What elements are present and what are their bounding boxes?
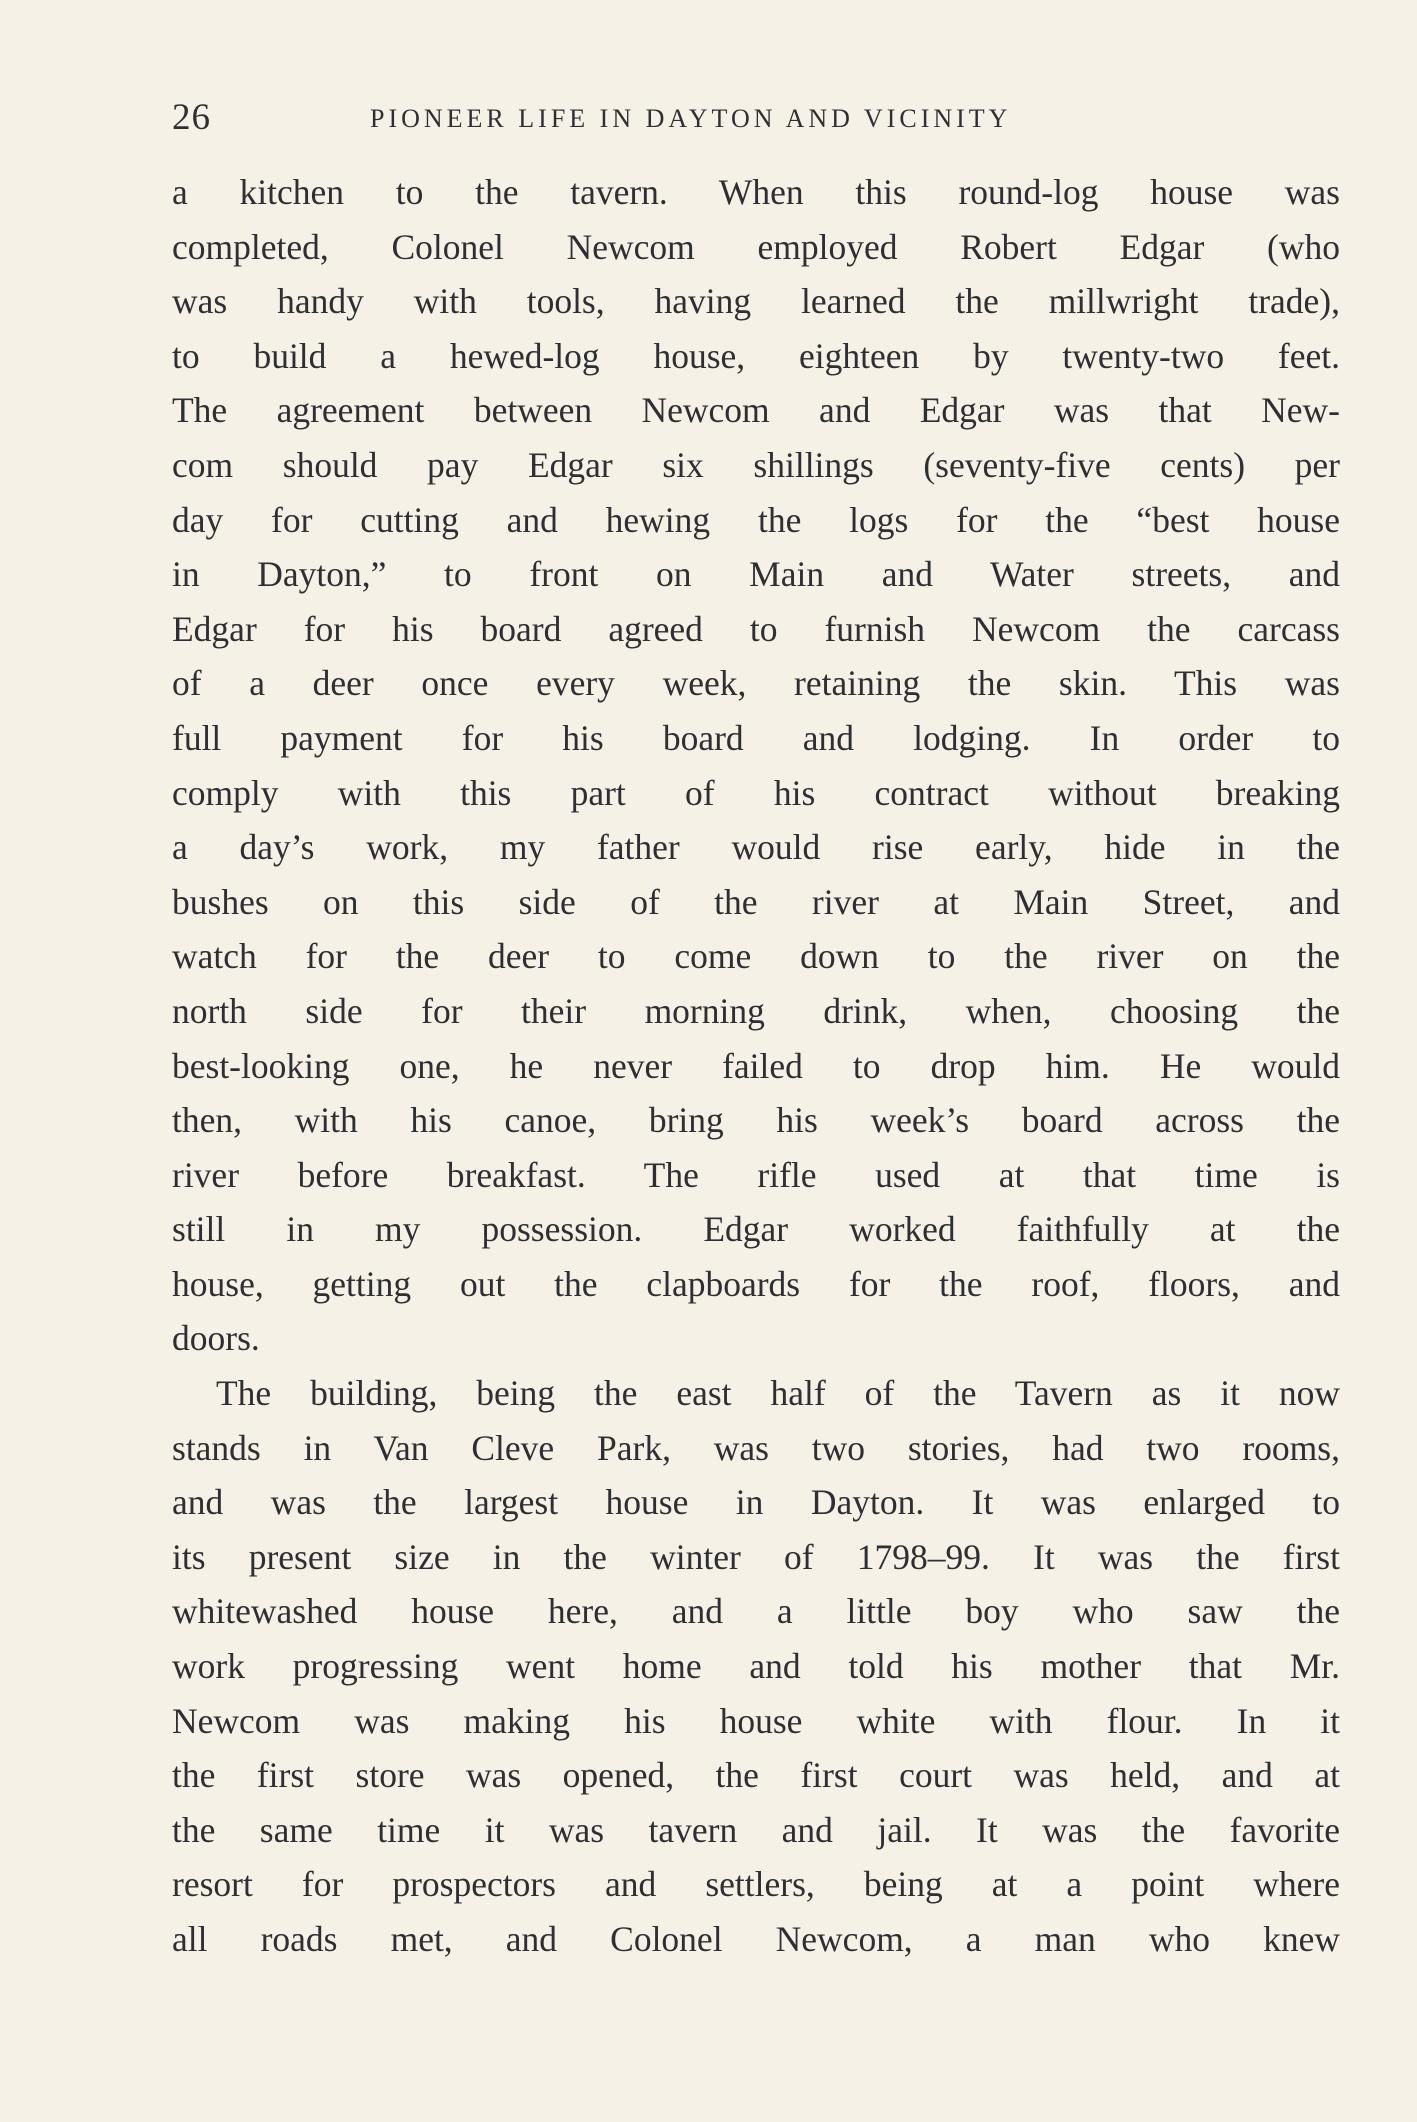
text-line: and was the largest house in Dayton. It was enlarged to (172, 1482, 1340, 1523)
page-number: 26 (172, 97, 211, 138)
text-line: its present size in the winter of 1798–99. It was the first (172, 1536, 1340, 1577)
text-line: comply with this part of his contract without breaking (172, 772, 1340, 813)
text-line: The agreement between Newcom and Edgar was that New- (172, 390, 1340, 431)
text-line: then, with his canoe, bring his week’s board across the (172, 1100, 1340, 1141)
text-line: river before breakfast. The rifle used at that time is (172, 1154, 1340, 1195)
text-line: full payment for his board and lodging. In order to (172, 717, 1340, 758)
text-line: day for cutting and hewing the logs for the “best house (172, 499, 1340, 540)
text-line: resort for prospectors and settlers, being at a point where (172, 1864, 1340, 1905)
running-title: PIONEER LIFE IN DAYTON AND VICINITY (370, 104, 1012, 133)
running-head (172, 96, 1342, 146)
text-line: in Dayton,” to front on Main and Water streets, and (172, 554, 1340, 595)
text-line: the same time it was tavern and jail. It was the favorite (172, 1809, 1340, 1850)
text-line: a day’s work, my father would rise early, hide in the (172, 827, 1340, 868)
body-text (172, 165, 1340, 1967)
text-line: house, getting out the clapboards for the roof, floors, and (172, 1263, 1340, 1304)
text-line: Edgar for his board agreed to furnish Newcom the carcass (172, 608, 1340, 649)
paragraph (172, 1366, 1340, 1967)
text-line: was handy with tools, having learned the millwright trade), (172, 281, 1340, 322)
text-line: completed, Colonel Newcom employed Robert Edgar (who (172, 226, 1340, 267)
text-line: whitewashed house here, and a little boy who saw the (172, 1591, 1340, 1632)
paragraph (172, 165, 1340, 1366)
text-line: Newcom was making his house white with flour. In it (172, 1700, 1340, 1741)
text-line: to build a hewed-log house, eighteen by twenty-two feet. (172, 335, 1340, 376)
text-line: all roads met, and Colonel Newcom, a man who knew (172, 1919, 1340, 1959)
text-line: best-looking one, he never failed to drop him. He would (172, 1045, 1340, 1086)
text-line: still in my possession. Edgar worked faithfully at the (172, 1209, 1340, 1250)
text-line: north side for their morning drink, when, choosing the (172, 990, 1340, 1031)
text-line: of a deer once every week, retaining the skin. This was (172, 663, 1340, 704)
text-line: doors. (172, 1318, 260, 1359)
text-line: stands in Van Cleve Park, was two stories, had two rooms, (172, 1427, 1340, 1468)
text-line: watch for the deer to come down to the river on the (172, 936, 1340, 977)
text-line: the first store was opened, the first court was held, and at (172, 1755, 1340, 1796)
text-line: com should pay Edgar six shillings (seventy-five cents) per (172, 444, 1340, 485)
text-line: bushes on this side of the river at Main Street, and (172, 881, 1340, 922)
text-line: The building, being the east half of the Tavern as it now (216, 1373, 1340, 1414)
text-line: work progressing went home and told his mother that Mr. (172, 1646, 1340, 1687)
text-line: a kitchen to the tavern. When this round-log house was (172, 172, 1340, 212)
